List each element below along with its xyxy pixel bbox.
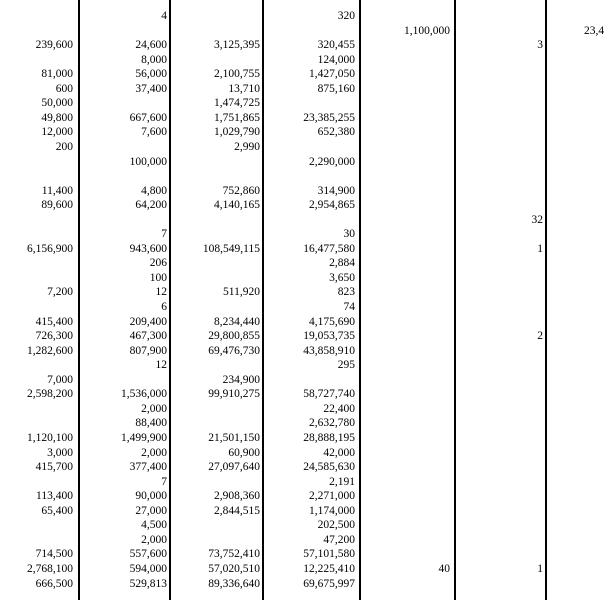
table-cell-col6: 1	[537, 562, 543, 575]
table-cell-col4: 69,675,997	[303, 577, 355, 590]
table-cell-col4: 58,727,740	[303, 388, 355, 401]
table-cell-col1: 239,600	[35, 39, 73, 52]
table-cell-col2: 12	[155, 286, 167, 299]
table-cell-col2: 467,300	[129, 330, 167, 343]
table-cell-col2: 7	[161, 228, 167, 241]
table-cell-col6: 3	[537, 39, 543, 52]
table-row	[0, 227, 600, 241]
table-cell-col4: 19,053,735	[303, 330, 355, 343]
table-row	[0, 344, 600, 358]
table-row	[0, 242, 600, 256]
table-cell-col3: 8,234,440	[214, 315, 260, 328]
table-cell-col4: 24,585,630	[303, 461, 355, 474]
table-row	[0, 140, 600, 154]
table-cell-col3: 27,097,640	[208, 461, 260, 474]
table-cell-col3: 2,844,515	[214, 504, 260, 517]
table-cell-col4: 2,191	[329, 475, 355, 488]
table-cell-col4: 16,477,580	[303, 242, 355, 255]
table-cell-col1: 65,400	[41, 504, 73, 517]
table-cell-col4: 4,175,690	[309, 315, 355, 328]
table-row	[0, 329, 600, 343]
table-row	[0, 562, 600, 576]
table-row	[0, 24, 604, 38]
table-cell-col1: 89,600	[41, 199, 73, 212]
table-cell-col6: 32	[531, 213, 543, 226]
table-cell-col2: 88,400	[135, 417, 167, 430]
table-cell-col2: 943,600	[129, 242, 167, 255]
table-cell-col2: 12	[155, 359, 167, 372]
table-cell-col3: 3,125,395	[214, 39, 260, 52]
table-cell-col1: 7,200	[47, 286, 73, 299]
table-cell-col3: 108,549,115	[202, 242, 260, 255]
table-cell-col1: 49,800	[41, 111, 73, 124]
table-row	[0, 373, 600, 387]
table-cell-col4: 320,455	[317, 39, 355, 52]
table-cell-col4: 3,650	[329, 271, 355, 284]
table-cell-col1: 3,000	[47, 446, 73, 459]
table-cell-col3: 1,474,725	[214, 97, 260, 110]
table-cell-col2: 4	[161, 10, 167, 22]
table-cell-col2: 6	[161, 301, 167, 313]
table-cell-col3: 29,800,855	[208, 330, 260, 343]
table-row	[0, 547, 600, 561]
table-row	[0, 285, 600, 299]
table-cell-col3: 1,751,865	[214, 111, 260, 124]
table-row	[0, 96, 600, 110]
table-cell-col2: 377,400	[129, 461, 167, 474]
table-cell-col4: 12,225,410	[303, 562, 355, 575]
table-cell-col3: 21,501,150	[208, 432, 260, 444]
table-cell-col4: 30	[343, 228, 355, 241]
table-cell-col4: 875,160	[317, 82, 355, 95]
table-cell-col4: 1,427,050	[309, 68, 355, 81]
table-cell-col5: 40	[438, 562, 450, 575]
table-cell-col1: 714,500	[35, 548, 73, 561]
table-cell-col4: 823	[337, 286, 355, 299]
table-cell-col4: 42,000	[323, 446, 355, 459]
table-row	[0, 256, 600, 270]
table-cell-col3: 60,900	[228, 446, 260, 459]
table-cell-col4: 295	[337, 359, 355, 372]
table-cell-col3: 1,029,790	[214, 126, 260, 139]
table-row	[0, 446, 600, 460]
table-row	[0, 155, 600, 169]
table-row	[0, 431, 600, 445]
table-cell-col2: 100,000	[129, 155, 167, 168]
table-cell-col1: 6,156,900	[27, 242, 73, 255]
table-cell-col1: 666,500	[35, 577, 73, 590]
table-row	[0, 169, 600, 183]
table-cell-col2: 37,400	[135, 82, 167, 95]
table-row	[0, 125, 600, 139]
table-row	[0, 577, 600, 591]
table-row	[0, 82, 600, 96]
table-cell-col1: 726,300	[35, 330, 73, 343]
table-row	[0, 475, 600, 489]
table-cell-col1: 81,000	[41, 68, 73, 81]
table-cell-col3: 89,336,640	[208, 577, 260, 590]
table-cell-col2: 2,000	[141, 533, 167, 546]
table-row	[0, 489, 600, 503]
table-cell-col2: 90,000	[135, 490, 167, 503]
table-cell-col4: 124,000	[317, 53, 355, 66]
table-cell-col1: 12,000	[41, 126, 73, 139]
table-cell-col2: 4,500	[141, 519, 167, 532]
table-cell-col4: 28,888,195	[303, 432, 355, 444]
table-cell-col2: 594,000	[129, 562, 167, 575]
table-cell-col1: 200	[55, 141, 73, 153]
table-row	[0, 387, 600, 401]
table-cell-col3: 73,752,410	[208, 548, 260, 561]
table-row	[0, 504, 600, 518]
table-cell-col4: 1,174,000	[309, 504, 355, 517]
table-cell-col2: 7	[161, 475, 167, 488]
table-cell-col2: 2,000	[141, 446, 167, 459]
table-cell-col1: 113,400	[36, 490, 73, 503]
table-cell-col1: 2,768,100	[27, 562, 73, 575]
table-cell-col4: 22,400	[323, 402, 355, 415]
table-cell-col4: 2,954,865	[309, 199, 355, 212]
table-cell-col6: 2	[537, 330, 543, 343]
table-cell-col2: 4,800	[141, 184, 167, 197]
table-cell-col1: 2,598,200	[27, 388, 73, 401]
table-cell-col1: 415,400	[35, 315, 73, 328]
table-cell-col2: 8,000	[141, 53, 167, 66]
table-cell-col3: 4,140,165	[214, 199, 260, 212]
table-cell-col2: 56,000	[135, 68, 167, 81]
table-row	[0, 460, 600, 474]
table-cell-col2: 100	[149, 271, 167, 284]
table-cell-col2: 27,000	[135, 504, 167, 517]
table-cell-col3: 2,990	[234, 141, 260, 153]
table-cell-col1: 11,400	[41, 184, 73, 197]
table-row	[0, 518, 600, 532]
table-cell-col3: 752,860	[222, 184, 260, 197]
table-cell-col1: 415,700	[35, 461, 73, 474]
table-cell-col3: 99,910,275	[208, 388, 260, 401]
table-row	[0, 300, 600, 314]
table-row	[0, 67, 600, 81]
table-cell-col2: 209,400	[129, 315, 167, 328]
table-cell-col2: 667,600	[129, 111, 167, 124]
table-cell-col3: 234,900	[222, 373, 260, 386]
table-row	[0, 402, 600, 416]
table-cell-col4: 320	[337, 10, 355, 22]
table-cell-col1: 7,000	[47, 373, 73, 386]
table-cell-col2: 24,600	[135, 39, 167, 52]
table-cell-col1: 50,000	[41, 97, 73, 110]
table-cell-col4: 2,290,000	[309, 155, 355, 168]
table-cell-col2: 1,536,000	[121, 388, 167, 401]
table-row	[0, 358, 600, 372]
table-cell-col3: 69,476,730	[208, 344, 260, 357]
table-row	[0, 9, 600, 23]
table-cell-col4: 74	[343, 301, 355, 313]
table-row	[0, 213, 600, 227]
table-cell-col1: 1,120,100	[27, 432, 73, 444]
table-row	[0, 111, 600, 125]
table-row	[0, 533, 600, 547]
table-cell-col2: 2,000	[141, 402, 167, 415]
table-cell-col3: 57,020,510	[208, 562, 260, 575]
table-cell-col4: 43,858,910	[303, 344, 355, 357]
table-cell-col6: 1	[537, 242, 543, 255]
table-cell-col3: 13,710	[228, 82, 260, 95]
table-cell-col2: 64,200	[135, 199, 167, 212]
table-cell-col1: 600	[55, 82, 73, 95]
table-row	[0, 53, 600, 67]
table-cell-col4: 314,900	[317, 184, 355, 197]
table-cell-col4: 2,632,780	[309, 417, 355, 430]
table-cell-col4: 23,385,255	[303, 111, 355, 124]
table-cell-col4: 202,500	[317, 519, 355, 532]
table-cell-col4: 57,101,580	[303, 548, 355, 561]
table-cell-col3: 2,908,360	[214, 490, 260, 503]
table-cell-col2: 529,813	[129, 577, 167, 590]
table-cell-col4: 652,380	[317, 126, 355, 139]
table-row	[0, 198, 600, 212]
table-cell-col3: 2,100,755	[214, 68, 260, 81]
table-cell-col4: 47,200	[323, 533, 355, 546]
table-cell-col4: 2,884	[329, 257, 355, 270]
table-cell-col2: 1,499,900	[121, 432, 167, 444]
table-cell-col2: 557,600	[129, 548, 167, 561]
table-cell-col2: 807,900	[129, 344, 167, 357]
table-row	[0, 38, 600, 52]
table-row	[0, 271, 600, 285]
table-row	[0, 184, 600, 198]
table-cell-col2: 7,600	[141, 126, 167, 139]
table-row	[0, 416, 600, 430]
table-cell-col5: 1,100,000	[404, 24, 450, 37]
table-cell-col3: 511,920	[223, 286, 260, 299]
table-cell-col1: 1,282,600	[27, 344, 73, 357]
table-cell-col4: 2,271,000	[309, 490, 355, 503]
table-row	[0, 315, 600, 329]
table-cell-col7: 23,4	[584, 24, 604, 37]
table-cell-col2: 206	[149, 257, 167, 270]
